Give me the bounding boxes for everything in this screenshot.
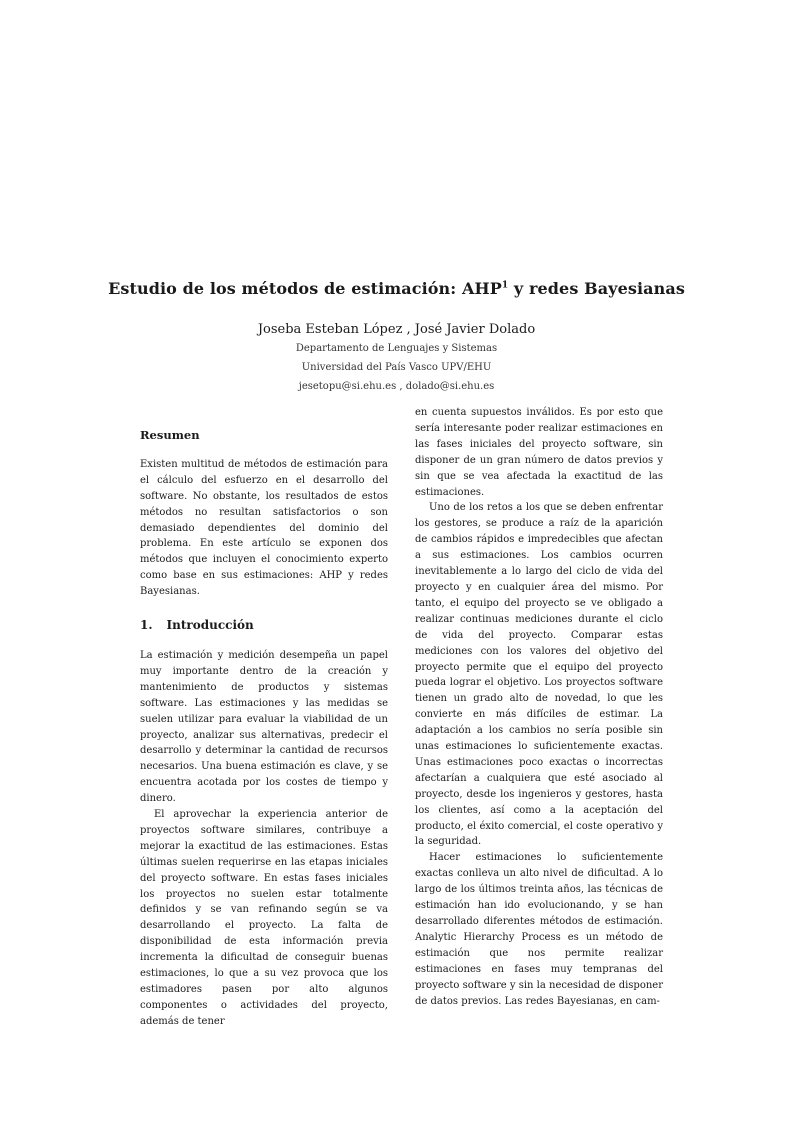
paragraph: El aprovechar la experiencia anterior de proyectos software similares, contribuye a mejorar la exactitud de las estimaciones. Estas últimas suelen requerirse en las etapas iniciales del proyecto software. En estas fases iniciales los proyectos no suelen estar totalmente definidos y se van refinando según se va desarrollando el proyecto. La falta de disponibilidad de esta información previa incrementa la dificultad de conseguir buenas estimaciones, lo que a su vez provoca que los estimadores pasen por alto algunos componentes o actividades del proyecto, además de tener — [140, 809, 388, 1027]
section-heading — [140, 618, 388, 634]
paragraph: en cuenta supuestos inválidos. Es por esto que sería interesante poder realizar estimaciones en las fases iniciales del proyecto software, sin disponer de un gran número de datos previos y sin que se vea afectada la exactitud de las estimaciones. — [415, 407, 663, 498]
paragraph: Uno de los retos a los que se deben enfrentar los gestores, se produce a raíz de la aparición de cambios rápidos e impredecibles que afectan a sus estimaciones. Los cambios ocurren inevitablemente a lo largo del ciclo de vida del proyecto y en cualquier área del mismo. Por tanto, el equipo del proyecto se ve obligado a realizar continuas mediciones durante el ciclo de vida del proyecto. Comparar estas mediciones con los valores del objetivo del proyecto permite que el equipo del proyecto pueda lograr el objetivo. Los proyectos software tienen un grado alto de novedad, lo que les convierte en más difíciles de estimar. La adaptación a los cambios no sería posible sin unas estimaciones lo suficientemente exactas. Unas estimaciones poco exactas o incorrectas afectarían a cualquiera que esté asociado al proyecto, desde los ingenieros y gestores, hasta los clientes, así como a la aceptación del producto, el éxito comercial, el coste operativo y la seguridad. — [415, 502, 663, 848]
right-column — [415, 405, 663, 1009]
left-column — [140, 428, 388, 1030]
title-tail: y redes Bayesianas — [508, 279, 685, 298]
paragraph: La estimación y medición desempeña un papel muy importante dentro de la creación y mantenimiento de productos y sistemas software. Las estimaciones y las medidas se suelen utilizar para evaluar la viabilidad de un proyecto, analizar sus alternativas, predecir el desarrollo y determinar la cantidad de recursos necesarios. Una buena estimación es clave, y se encuentra acotada por los costes de tiempo y dinero. — [140, 649, 388, 805]
title-footnote-mark: 1 — [501, 280, 509, 291]
paragraph: Hacer estimaciones lo suficientemente exactas conlleva un alto nivel de dificultad. A lo largo de los últimos treinta años, las técnicas de estimación han ido evolucionando, y se han desarrollado diferentes métodos de estimación. Analytic Hierarchy Process es un método de estimación que nos permite realizar estimaciones en fases muy tempranas del proyecto software y sin la necesidad de disponer de datos previos. Las redes Bayesianas, en cam- — [415, 852, 663, 1007]
section-title: Introducción — [166, 618, 254, 633]
author-list: Joseba Esteban López , José Javier Dolado — [257, 322, 536, 337]
affiliation-university: Universidad del País Vasco UPV/EHU — [301, 362, 492, 373]
author-emails: jesetopu@si.ehu.es , dolado@si.ehu.es — [298, 381, 495, 392]
affiliation-department: Departamento de Lenguajes y Sistemas — [295, 343, 498, 354]
title-main: Estudio de los métodos de estimación: AHP — [108, 279, 502, 298]
abstract-heading: Resumen — [140, 428, 200, 442]
section-number: 1. — [140, 618, 153, 633]
abstract-text: Existen multitud de métodos de estimación para el cálculo del esfuerzo en el desarrollo del software. No obstante, los resultados de estos métodos no resultan satisfactorios o son demasiado dependientes del dominio del problema. En este artículo se exponen dos métodos que incluyen el conocimiento experto como base en sus estimaciones: AHP y redes Bayesianas. — [140, 458, 388, 598]
paper-title — [0, 279, 793, 298]
